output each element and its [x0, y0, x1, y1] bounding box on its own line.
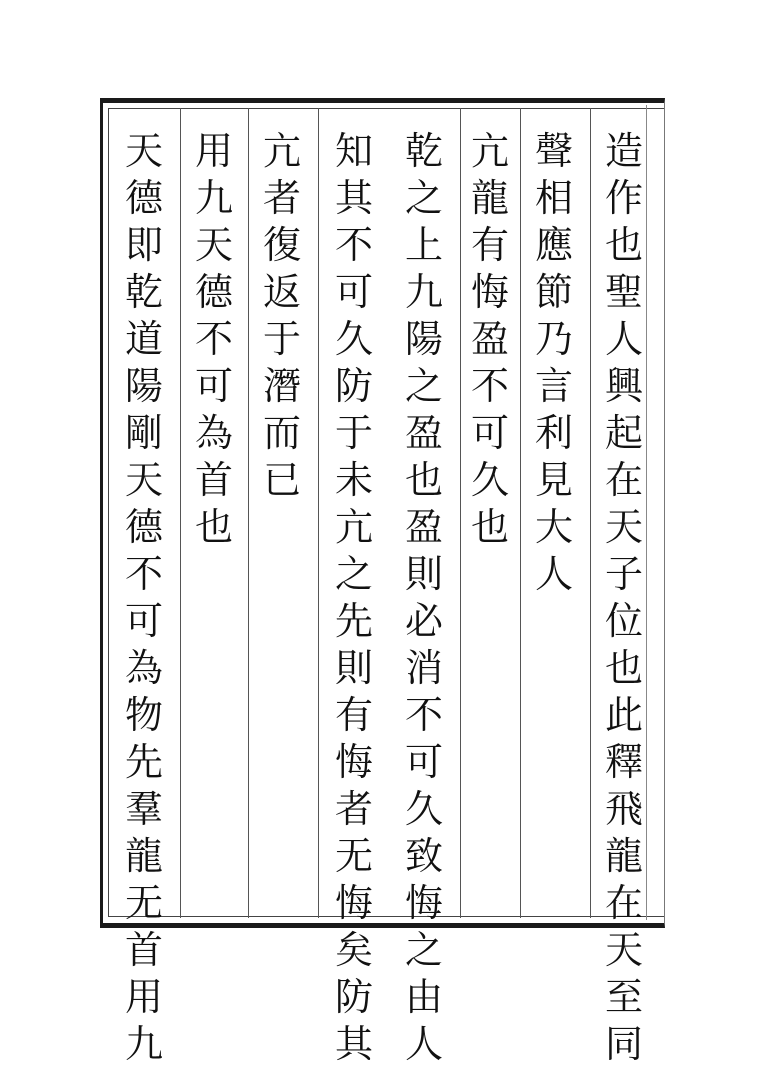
glyph: 可	[470, 411, 509, 455]
text-column-1	[600, 129, 648, 1072]
glyph: 而	[262, 411, 301, 455]
text-column-2	[530, 129, 578, 602]
glyph: 則	[334, 646, 373, 690]
text-column-8	[120, 129, 168, 1072]
glyph: 可	[334, 270, 373, 314]
glyph: 為	[124, 646, 163, 690]
glyph: 无	[124, 881, 163, 925]
glyph: 不	[470, 364, 509, 408]
glyph: 德	[124, 176, 163, 220]
glyph: 龍	[604, 834, 643, 878]
glyph: 九	[194, 176, 233, 220]
glyph: 久	[470, 458, 509, 502]
glyph: 德	[194, 270, 233, 314]
column-rule	[318, 108, 319, 918]
glyph: 必	[404, 599, 443, 643]
glyph: 復	[262, 223, 301, 267]
glyph: 應	[534, 223, 573, 267]
glyph: 久	[404, 787, 443, 831]
glyph: 也	[470, 505, 509, 549]
glyph: 不	[194, 317, 233, 361]
glyph: 此	[604, 693, 643, 737]
glyph: 首	[124, 928, 163, 972]
glyph: 久	[334, 317, 373, 361]
glyph: 在	[604, 458, 643, 502]
glyph: 天	[194, 223, 233, 267]
glyph: 天	[124, 458, 163, 502]
glyph: 有	[470, 223, 509, 267]
column-rule	[180, 108, 181, 918]
glyph: 起	[604, 411, 643, 455]
glyph: 不	[404, 693, 443, 737]
glyph: 則	[404, 552, 443, 596]
glyph: 盈	[404, 411, 443, 455]
glyph: 釋	[604, 740, 643, 784]
glyph: 盈	[404, 505, 443, 549]
glyph: 在	[604, 881, 643, 925]
glyph: 矣	[334, 928, 373, 972]
glyph: 也	[604, 646, 643, 690]
glyph: 人	[404, 1022, 443, 1066]
glyph: 盈	[470, 317, 509, 361]
glyph: 于	[262, 317, 301, 361]
glyph: 其	[334, 1022, 373, 1066]
glyph: 相	[534, 176, 573, 220]
glyph: 首	[194, 458, 233, 502]
glyph: 亢	[262, 129, 301, 173]
glyph: 龍	[470, 176, 509, 220]
glyph: 也	[604, 223, 643, 267]
column-rule	[590, 108, 591, 918]
text-column-7	[190, 129, 238, 555]
glyph: 天	[604, 928, 643, 972]
glyph: 悔	[334, 740, 373, 784]
glyph: 造	[604, 129, 643, 173]
glyph: 乃	[534, 317, 573, 361]
glyph: 乾	[404, 129, 443, 173]
glyph: 子	[604, 552, 643, 596]
column-rule	[248, 108, 249, 918]
glyph: 九	[124, 1022, 163, 1066]
glyph: 防	[334, 975, 373, 1019]
glyph: 言	[534, 364, 573, 408]
glyph: 之	[404, 176, 443, 220]
text-column-3	[466, 129, 514, 555]
glyph: 者	[334, 787, 373, 831]
glyph: 剛	[124, 411, 163, 455]
page-edge-margin	[646, 105, 663, 920]
glyph: 羣	[124, 787, 163, 831]
glyph: 飛	[604, 787, 643, 831]
glyph: 見	[534, 458, 573, 502]
glyph: 防	[334, 364, 373, 408]
glyph: 天	[604, 505, 643, 549]
glyph: 亢	[470, 129, 509, 173]
glyph: 不	[334, 223, 373, 267]
column-rule	[520, 108, 521, 918]
glyph: 聖	[604, 270, 643, 314]
glyph: 為	[194, 411, 233, 455]
glyph: 潛	[262, 364, 301, 408]
glyph: 无	[334, 834, 373, 878]
glyph: 用	[194, 129, 233, 173]
glyph: 至	[604, 975, 643, 1019]
glyph: 九	[404, 270, 443, 314]
glyph: 物	[124, 693, 163, 737]
glyph: 先	[334, 599, 373, 643]
glyph: 德	[124, 505, 163, 549]
glyph: 陽	[404, 317, 443, 361]
glyph: 也	[194, 505, 233, 549]
glyph: 有	[334, 693, 373, 737]
glyph: 于	[334, 411, 373, 455]
glyph: 由	[404, 975, 443, 1019]
glyph: 可	[404, 740, 443, 784]
glyph: 人	[534, 552, 573, 596]
glyph: 亢	[334, 505, 373, 549]
glyph: 作	[604, 176, 643, 220]
glyph: 消	[404, 646, 443, 690]
glyph: 陽	[124, 364, 163, 408]
glyph: 也	[404, 458, 443, 502]
glyph: 位	[604, 599, 643, 643]
glyph: 聲	[534, 129, 573, 173]
glyph: 悔	[334, 881, 373, 925]
text-column-6	[258, 129, 306, 508]
text-column-4	[400, 129, 448, 1072]
glyph: 未	[334, 458, 373, 502]
glyph: 可	[124, 599, 163, 643]
glyph: 龍	[124, 834, 163, 878]
glyph: 知	[334, 129, 373, 173]
glyph: 可	[194, 364, 233, 408]
glyph: 即	[124, 223, 163, 267]
glyph: 致	[404, 834, 443, 878]
glyph: 其	[334, 176, 373, 220]
glyph: 乾	[124, 270, 163, 314]
glyph: 人	[604, 317, 643, 361]
glyph: 悔	[470, 270, 509, 314]
glyph: 天	[124, 129, 163, 173]
glyph: 道	[124, 317, 163, 361]
glyph: 悔	[404, 881, 443, 925]
glyph: 上	[404, 223, 443, 267]
page-border	[100, 98, 665, 928]
glyph: 同	[604, 1022, 643, 1066]
glyph: 用	[124, 975, 163, 1019]
column-rule	[460, 108, 461, 918]
glyph: 者	[262, 176, 301, 220]
text-column-5	[330, 129, 378, 1072]
glyph: 興	[604, 364, 643, 408]
glyph: 之	[404, 364, 443, 408]
glyph: 不	[124, 552, 163, 596]
glyph: 之	[334, 552, 373, 596]
glyph: 大	[534, 505, 573, 549]
glyph: 節	[534, 270, 573, 314]
glyph: 先	[124, 740, 163, 784]
glyph: 之	[404, 928, 443, 972]
glyph: 已	[262, 458, 301, 502]
glyph: 返	[262, 270, 301, 314]
glyph: 利	[534, 411, 573, 455]
